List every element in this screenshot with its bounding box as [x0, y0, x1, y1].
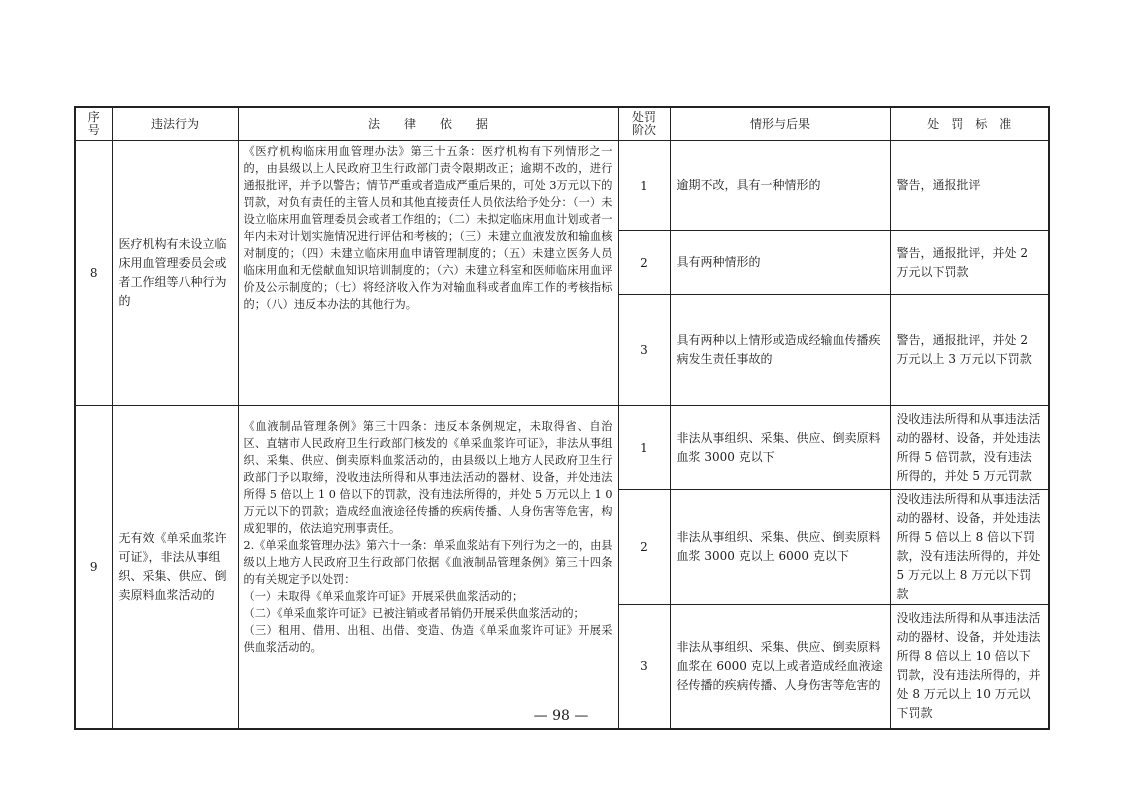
stage-number: 3 [618, 295, 670, 406]
legal-basis-paragraph: 2.《单采血浆管理办法》第六十一条：单采血浆站有下列行为之一的，由县级以上地方人民政府卫生行政部门依据《血液制品管理条例》第三十四条的有关规定予以处罚： [243, 539, 613, 586]
stage-circumstance: 非法从事组织、采集、供应、倒卖原料血浆 3000 克以上 6000 克以下 [670, 490, 890, 605]
table-row [75, 406, 1049, 490]
row-legal-basis [238, 406, 618, 729]
header-serial-number: 序号 [75, 107, 112, 141]
header-penalty-stage: 处罚阶次 [618, 107, 670, 141]
header-violation: 违法行为 [112, 107, 238, 141]
stage-number: 2 [618, 231, 670, 295]
penalty-standard-table [74, 106, 1050, 730]
legal-basis-item: （二）《单采血浆许可证》已被注销或者吊销仍开展采供血浆活动的； [243, 607, 585, 620]
stage-penalty: 没收违法所得和从事违法活动的器材、设备，并处违法所得 5 倍罚款，没有违法所得的，并处 5 万元罚款 [890, 406, 1049, 490]
header-legal-basis: 法 律 依 据 [238, 107, 618, 141]
row-serial-number: 8 [75, 141, 112, 406]
stage-penalty: 没收违法所得和从事违法活动的器材、设备，并处违法所得 5 倍以上 8 倍以下罚款，没有违法所得的，并处 5 万元以上 8 万元以下罚款 [890, 490, 1049, 605]
stage-circumstance: 非法从事组织、采集、供应、倒卖原料血浆 3000 克以下 [670, 406, 890, 490]
stage-number: 1 [618, 141, 670, 231]
stage-circumstance: 非法从事组织、采集、供应、倒卖原料血浆在 6000 克以上或者造成经血液途径传播的疾病传播、人身伤害等危害的 [670, 605, 890, 729]
stage-circumstance: 具有两种以上情形或造成经输血传播疾病发生责任事故的 [670, 295, 890, 406]
row-legal-basis [238, 141, 618, 406]
stage-penalty: 警告，通报批评 [890, 141, 1049, 231]
row-violation: 无有效《单采血浆许可证》，非法从事组织、采集、供应、倒卖原料血浆活动的 [112, 406, 238, 729]
table-row [75, 141, 1049, 231]
header-penalty-standard: 处 罚 标 准 [890, 107, 1049, 141]
legal-basis-item: （三）租用、借用、出租、出借、变造、伪造《单采血浆许可证》开展采供血浆活动的。 [243, 624, 613, 654]
row-serial-number: 9 [75, 406, 112, 729]
stage-penalty: 警告，通报批评，并处 2 万元以下罚款 [890, 231, 1049, 295]
legal-basis-paragraph: 《血液制品管理条例》第三十四条：违反本条例规定，未取得省、自治区、直辖市人民政府卫生行政部门核发的《单采血浆许可证》，非法从事组织、采集、供应、倒卖原料血浆活动的，由县级以上地方人民政府卫生行政部门予以取缔，没收违法所得和从事违法活动的器材、设备，并处违法所得 5 倍以上 1 0 倍以下的罚款，没有违法所得的，并处 5 万元以上 1 0 万元以下的罚款；造成经血液途径传播的疾病传播、人身伤害等危害，构成犯罪的，依法追究刑事责任。 [243, 420, 613, 535]
row-violation: 医疗机构有未设立临床用血管理委员会或者工作组等八种行为的 [112, 141, 238, 406]
legal-basis-item: （一）未取得《单采血浆许可证》开展采供血浆活动的； [243, 590, 524, 603]
stage-circumstance: 逾期不改，具有一种情形的 [670, 141, 890, 231]
legal-basis-paragraph: 《医疗机构临床用血管理办法》第三十五条：医疗机构有下列情形之一的，由县级以上人民政府卫生行政部门责令限期改正；逾期不改的，进行通报批评，并予以警告；情节严重或者造成严重后果的，可处 3万元以下的罚款，对负有责任的主管人员和其他直接责任人员依法给予处分：（一）未设立临床用血管理委员会或者工作组的；（二）未拟定临床用血计划或者一年内未对计划实施情况进行评估和考核的；（三）未建立血液发放和输血核对制度的；（四）未建立临床用血申请管理制度的；（五）未建立医务人员临床用血和无偿献血知识培训制度的；（六）未建立科室和医师临床用血评价及公示制度的；（七）将经济收入作为对输血科或者血库工作的考核指标的；（八）违反本办法的其他行为。 [243, 145, 613, 311]
stage-number: 1 [618, 406, 670, 490]
header-circumstance: 情形与后果 [670, 107, 890, 141]
stage-penalty: 警告，通报批评，并处 2 万元以上 3 万元以下罚款 [890, 295, 1049, 406]
table-header-row [75, 107, 1049, 141]
stage-penalty: 没收违法所得和从事违法活动的器材、设备，并处违法所得 8 倍以上 10 倍以下罚款，没有违法所得的，并处 8 万元以上 10 万元以下罚款 [890, 605, 1049, 729]
page-number: — 98 — [533, 708, 589, 724]
stage-number: 2 [618, 490, 670, 605]
stage-circumstance: 具有两种情形的 [670, 231, 890, 295]
stage-number: 3 [618, 605, 670, 729]
